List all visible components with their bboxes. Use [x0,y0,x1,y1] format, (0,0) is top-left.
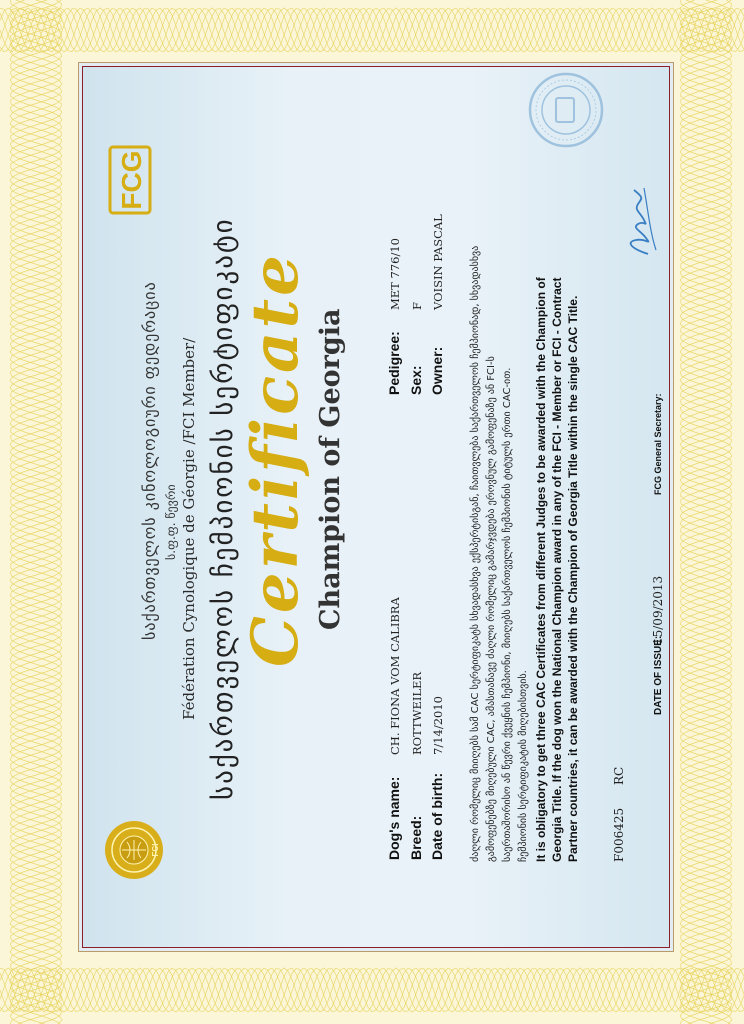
fci-seal-text: FCI [151,843,160,857]
fci-seal-icon [102,818,166,882]
serial-code: RC [612,766,626,785]
rules-english-line-3: Partner countries, it can be awarded with the Champion of Georgia Title within the single CAC Title. [566,295,580,862]
sex-value: F [410,302,424,310]
date-of-issue-label: DATE OF ISSUE: [653,635,664,715]
rules-english-line-2: Georgia Title. If the dog won the National Champion award in any of the FCI - Member or FCI - Contract [550,277,564,862]
georgian-federation-name: საქართველოს კინოლოგიური ფედერაცია [140,281,159,640]
rules-georgian-line-1: ძაღლი რომელიც მიიღებს სამ CAC სერტიფიკატს სხვადასხვა ექსპერტისგან, ჩაითვლება საქართველოს ჩემპიონად, სხვადასხვა [470,245,481,862]
owner-value: VOISIN PASCAL [431,214,445,310]
dog-name-label: Dog's name: [386,776,402,860]
pedigree-label: Pedigree: [386,331,402,395]
fcg-logo-text: FCG [116,150,147,210]
georgian-certificate-title: საქართველოს ჩემპიონის სერტიფიკატი [208,217,239,800]
rules-georgian-line-4: ჩემპიონის სერტიფიკატის მიღებისთვის. [518,670,529,862]
rules-english-line-1: It is obligatory to get three CAC Certificates from different Judges to be awarded with the Champion of [534,277,548,862]
official-stamp-icon [526,70,606,150]
georgian-member-abbrev: ს.ფ.ფ. წევრი [164,484,178,560]
sex-label: Sex: [408,365,424,395]
certificate-content [78,62,672,950]
federation-name-fr: Fédération Cynologique de Géorgie /FCI Member/ [180,337,198,720]
fcg-logo-icon [106,145,154,215]
owner-label: Owner: [429,346,445,395]
general-secretary-label: FCG General Secretary: [653,393,663,495]
dog-name-value: CH. FIONA VOM CALIBRA [388,597,402,755]
dob-label: Date of birth: [429,772,445,860]
certificate-subtitle: Champion of Georgia [315,308,346,630]
pedigree-value: MET 776/10 [388,238,402,310]
rules-georgian-line-2: გამოფენებზე მიღებული CAC, ამასთანავე ძაღლი რომელიც გამარჯვდება ეროვნულ გამოფენაზე ან FCI-ს [486,356,497,862]
date-of-issue-value: 15/09/2013 [651,575,665,645]
serial-number: F006425 [612,807,626,862]
rules-georgian-line-3: საერთაშორისო ან წევრი ქვეყნის ჩემპიონი, მიიღებს საქართველოს ჩემპიონის ტიტულს ერთი CAC-ით. [502,367,513,862]
signature-icon [618,180,664,260]
breed-value: ROTTWEILER [410,671,424,755]
dob-value: 7/14/2010 [431,696,445,755]
certificate-title: Certificate [238,252,313,667]
breed-label: Breed: [408,815,424,860]
